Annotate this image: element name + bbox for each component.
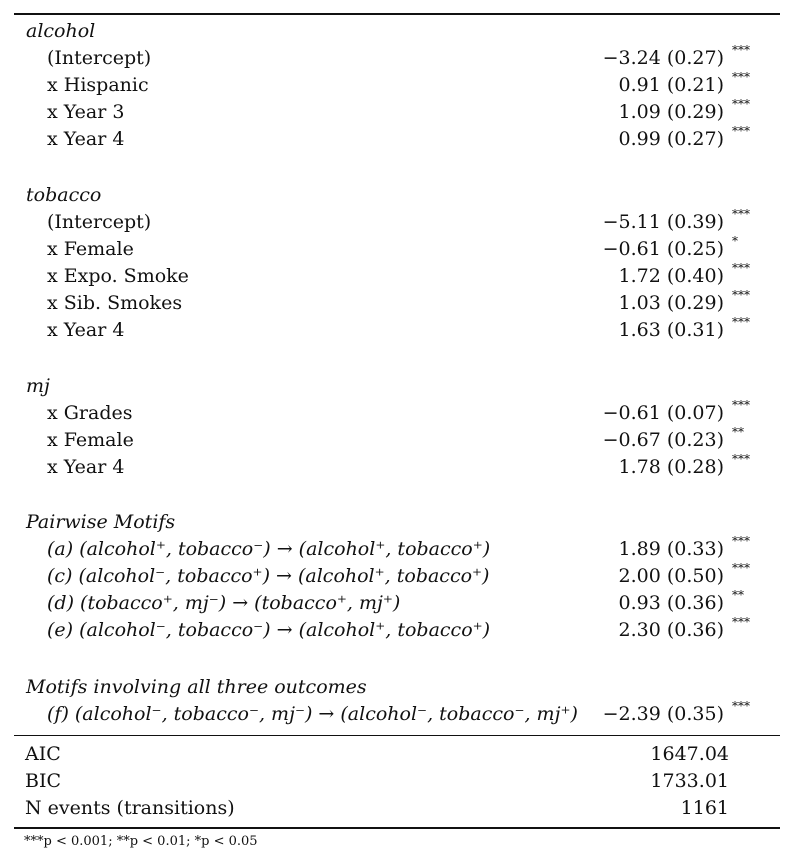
table-row — [0, 207, 792, 238]
table-row — [0, 97, 792, 128]
row-value: −3.24 (0.27) — [602, 47, 724, 69]
significance-stars: ** — [732, 588, 744, 602]
row-value: 0.91 (0.21) — [618, 74, 724, 96]
row-value: 2.00 (0.50) — [618, 565, 724, 587]
top-rule — [14, 13, 780, 15]
section-title: mj — [26, 375, 50, 397]
row-label: x Hispanic — [47, 74, 149, 96]
stat-label: N events (transitions) — [25, 797, 235, 819]
table-row — [0, 124, 792, 155]
significance-stars: *** — [732, 124, 750, 138]
row-value: −0.61 (0.07) — [602, 402, 724, 424]
significance-stars: *** — [732, 70, 750, 84]
row-value: 1.09 (0.29) — [618, 101, 724, 123]
table-row — [0, 288, 792, 319]
row-label: x Female — [47, 238, 134, 260]
row-value: 2.30 (0.36) — [618, 619, 724, 641]
section-title: Pairwise Motifs — [26, 511, 176, 533]
row-label: x Expo. Smoke — [47, 265, 189, 287]
motif-label: (d) (tobacco⁺, mj⁻) → (tobacco⁺, mj⁺) — [47, 592, 401, 614]
section-header-tobacco — [0, 184, 792, 211]
row-value: 1.78 (0.28) — [618, 456, 724, 478]
significance-stars: ** — [732, 425, 744, 439]
significance-stars: *** — [732, 561, 750, 575]
significance-stars: *** — [732, 398, 750, 412]
section-title: alcohol — [26, 20, 96, 42]
motif-label: (c) (alcohol⁻, tobacco⁺) → (alcohol⁺, tobacco⁺) — [47, 565, 490, 587]
table-row — [0, 234, 792, 265]
significance-stars: *** — [732, 43, 750, 57]
table-row — [0, 425, 792, 456]
row-value: 1.89 (0.33) — [618, 538, 724, 560]
significance-footnote: ***p < 0.001; **p < 0.01; *p < 0.05 — [24, 834, 258, 849]
row-value: −2.39 (0.35) — [602, 703, 724, 725]
significance-stars: *** — [732, 615, 750, 629]
section-header-pairwise-motifs — [0, 511, 792, 538]
row-label: x Sib. Smokes — [47, 292, 183, 314]
table-row — [0, 261, 792, 292]
stat-value: 1733.01 — [650, 770, 729, 792]
table-row — [0, 588, 792, 619]
stat-row — [0, 770, 792, 797]
row-label: (Intercept) — [47, 47, 152, 69]
section-title: Motifs involving all three outcomes — [26, 676, 367, 698]
row-value: 0.99 (0.27) — [618, 128, 724, 150]
table-row — [0, 615, 792, 646]
row-label: x Year 4 — [47, 128, 125, 150]
row-value: 1.63 (0.31) — [618, 319, 724, 341]
row-value: −5.11 (0.39) — [602, 211, 724, 233]
row-label: x Year 4 — [47, 456, 125, 478]
row-value: −0.61 (0.25) — [602, 238, 724, 260]
motif-label: (f) (alcohol⁻, tobacco⁻, mj⁻) → (alcohol⁻, tobacco⁻, mj⁺) — [47, 703, 578, 725]
section-header-alcohol — [0, 20, 792, 47]
row-label: x Year 3 — [47, 101, 125, 123]
table-row — [0, 561, 792, 592]
bottom-rule — [14, 827, 780, 829]
motif-label: (e) (alcohol⁻, tobacco⁻) → (alcohol⁺, tobacco⁺) — [47, 619, 491, 641]
table-row — [0, 699, 792, 730]
section-header-three-way-motifs — [0, 676, 792, 703]
table-row — [0, 70, 792, 101]
significance-stars: *** — [732, 288, 750, 302]
significance-stars: *** — [732, 452, 750, 466]
significance-stars: *** — [732, 97, 750, 111]
section-title: tobacco — [26, 184, 102, 206]
significance-stars: *** — [732, 261, 750, 275]
stat-value: 1647.04 — [650, 743, 729, 765]
motif-label: (a) (alcohol⁺, tobacco⁻) → (alcohol⁺, tobacco⁺) — [47, 538, 491, 560]
row-label: x Year 4 — [47, 319, 125, 341]
stat-label: AIC — [25, 743, 61, 765]
significance-stars: *** — [732, 207, 750, 221]
significance-stars: *** — [732, 699, 750, 713]
mid-rule — [14, 735, 780, 736]
row-value: 1.03 (0.29) — [618, 292, 724, 314]
stat-label: BIC — [25, 770, 62, 792]
row-label: x Grades — [47, 402, 133, 424]
table-row — [0, 398, 792, 429]
table-row — [0, 315, 792, 346]
row-value: 1.72 (0.40) — [618, 265, 724, 287]
table-row — [0, 534, 792, 565]
row-value: −0.67 (0.23) — [602, 429, 724, 451]
table-row — [0, 43, 792, 74]
stat-row — [0, 797, 792, 824]
table-row — [0, 452, 792, 483]
significance-stars: * — [732, 234, 738, 248]
row-label: (Intercept) — [47, 211, 152, 233]
row-label: x Female — [47, 429, 134, 451]
stat-row — [0, 743, 792, 770]
stat-value: 1161 — [680, 797, 729, 819]
significance-stars: *** — [732, 315, 750, 329]
row-value: 0.93 (0.36) — [618, 592, 724, 614]
significance-stars: *** — [732, 534, 750, 548]
section-header-mj — [0, 375, 792, 402]
